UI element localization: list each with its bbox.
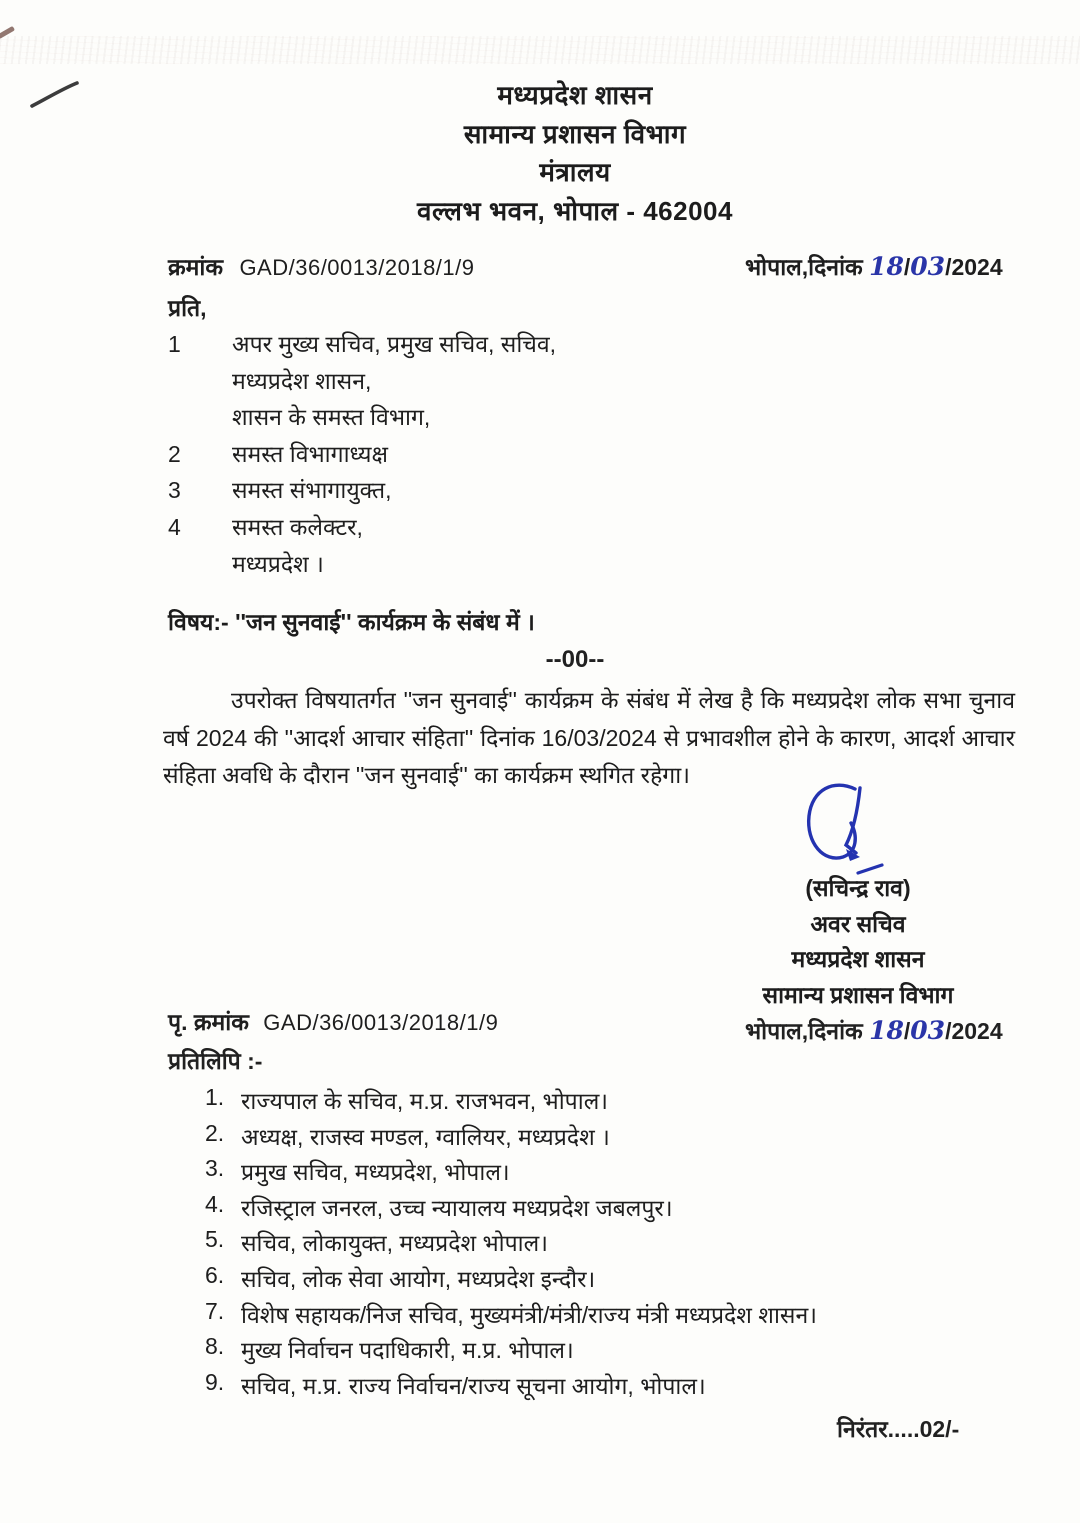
signature-place-date-prefix: भोपाल,दिनांक: [745, 1018, 863, 1044]
handwritten-day-2: 18: [869, 1016, 904, 1045]
recipient-line: मध्यप्रदेश ।: [232, 550, 324, 577]
copy-number: 1.: [205, 1084, 225, 1110]
salutation: प्रति,: [168, 295, 207, 321]
recipient-line: समस्त विभागाध्यक्ष: [232, 440, 389, 467]
copy-text: रजिस्ट्राल जनरल, उच्च न्यायालय मध्यप्रदेश जबलपुर।: [241, 1194, 673, 1221]
copy-text: मुख्य निर्वाचन पदाधिकारी, म.प्र. भोपाल।: [241, 1337, 574, 1364]
signatory-name: (सचिन्द्र राव): [805, 875, 911, 901]
letterhead: [70, 76, 1080, 230]
recipient-number: 3: [168, 477, 181, 504]
copy-number: 5.: [205, 1226, 225, 1253]
date-year: /2024: [945, 254, 1003, 280]
recipient-number: 2: [168, 440, 181, 467]
place-date-line: [745, 250, 1003, 282]
place-date-prefix: भोपाल,दिनांक: [745, 254, 863, 280]
recipients-list: [168, 326, 556, 582]
copy-number: 7.: [205, 1297, 225, 1324]
endorsement-reference-line: [168, 1005, 498, 1037]
date-separator-2: /: [903, 1018, 911, 1044]
section-divider: --00--: [545, 646, 605, 673]
signatory-org-line2: सामान्य प्रशासन विभाग: [762, 981, 954, 1008]
reference-line: [168, 250, 475, 282]
recipient-number: 4: [168, 513, 181, 540]
signature-block: [727, 871, 989, 1013]
reference-label: क्रमांक: [168, 254, 224, 280]
recipient-line: समस्त कलेक्टर,: [232, 513, 363, 540]
handwritten-month: 03: [910, 252, 946, 281]
recipient-line: मध्यप्रदेश शासन,: [232, 367, 372, 394]
copy-number: 3.: [205, 1155, 225, 1182]
copy-row: [205, 1298, 817, 1334]
copy-text: प्रमुख सचिव, मध्यप्रदेश, भोपाल।: [241, 1159, 510, 1186]
copy-text: सचिव, म.प्र. राज्य निर्वाचन/राज्य सूचना आयोग, भोपाल।: [241, 1372, 706, 1399]
copy-row: [205, 1155, 817, 1191]
letterhead-govt-line: मध्यप्रदेश शासन: [497, 80, 653, 110]
copy-row: [205, 1262, 817, 1298]
copy-number: 4.: [205, 1190, 225, 1217]
copy-number: 2.: [205, 1119, 225, 1146]
letter-body-paragraph: उपरोक्त विषयातर्गत ''जन सुनवाई'' कार्यक्रम के संबंध में लेख है कि मध्यप्रदेश लोक सभा चुनाव वर्ष 2024 की ''आदर्श आचार संहिता'' दिनांक 16/03/2024 से प्रभावशील होने के कारण, आदर्श आचार संहिता अवधि के दौरान ''जन सुनवाई'' का कार्यक्रम स्थगित रहेगा।: [163, 687, 1015, 788]
signature-scribble: [798, 779, 894, 879]
letterhead-dept-line: सामान्य प्रशासन विभाग: [463, 118, 687, 149]
copy-row: [205, 1120, 817, 1156]
endorsement-ref-number: GAD/36/0013/2018/1/9: [263, 1010, 499, 1035]
subject-line: विषय:- ''जन सुनवाई'' कार्यक्रम के संबंध में ।: [168, 609, 535, 635]
recipient-line: समस्त संभागायुक्त,: [232, 477, 392, 504]
copy-text: अध्यक्ष, राजस्व मण्डल, ग्वालियर, मध्यप्रदेश ।: [241, 1123, 610, 1150]
signatory-designation: अवर सचिव: [810, 910, 906, 937]
date-year-2: /2024: [945, 1018, 1003, 1044]
copy-row: [205, 1333, 817, 1369]
recipient-row: [168, 509, 556, 582]
signatory-org-line1: मध्यप्रदेश शासन: [791, 946, 925, 973]
recipient-row: [168, 326, 556, 436]
copy-number: 8.: [205, 1333, 225, 1360]
continuation-note: निरंतर.....02/-: [837, 1416, 960, 1442]
endorsement-ref-label: पृ. क्रमांक: [168, 1009, 249, 1035]
copy-row: [205, 1369, 817, 1405]
recipient-line: अपर मुख्य सचिव, प्रमुख सचिव, सचिव,: [232, 331, 557, 357]
copy-number: 6.: [205, 1261, 225, 1288]
scan-artifact-band: [0, 36, 1080, 64]
copy-row: [205, 1084, 817, 1120]
copy-to-label: प्रतिलिपि :-: [168, 1048, 263, 1074]
copy-number: 9.: [205, 1368, 225, 1395]
copy-text: राज्यपाल के सचिव, म.प्र. राजभवन, भोपाल।: [241, 1088, 608, 1114]
reference-number: GAD/36/0013/2018/1/9: [239, 255, 475, 280]
copy-row: [205, 1191, 817, 1227]
recipient-row: [168, 436, 556, 473]
copy-text: सचिव, लोकायुक्त, मध्यप्रदेश भोपाल।: [241, 1230, 548, 1257]
recipient-row: [168, 472, 556, 509]
signature-place-date-line: [745, 1014, 1003, 1046]
handwritten-month-2: 03: [910, 1016, 946, 1045]
date-separator: /: [903, 254, 911, 280]
copy-recipients-list: [205, 1084, 817, 1404]
recipient-line: शासन के समस्त विभाग,: [232, 404, 431, 431]
letterhead-ministry-line: मंत्रालय: [539, 157, 611, 187]
letterhead-address-line: वल्लभ भवन, भोपाल - 462004: [417, 195, 733, 226]
recipient-number: 1: [168, 331, 181, 357]
copy-text: सचिव, लोक सेवा आयोग, मध्यप्रदेश इन्दौर।: [241, 1265, 596, 1292]
handwritten-day: 18: [869, 252, 904, 281]
copy-text: विशेष सहायक/निज सचिव, मुख्यमंत्री/मंत्री/राज्य मंत्री मध्यप्रदेश शासन।: [241, 1301, 817, 1328]
copy-row: [205, 1226, 817, 1262]
